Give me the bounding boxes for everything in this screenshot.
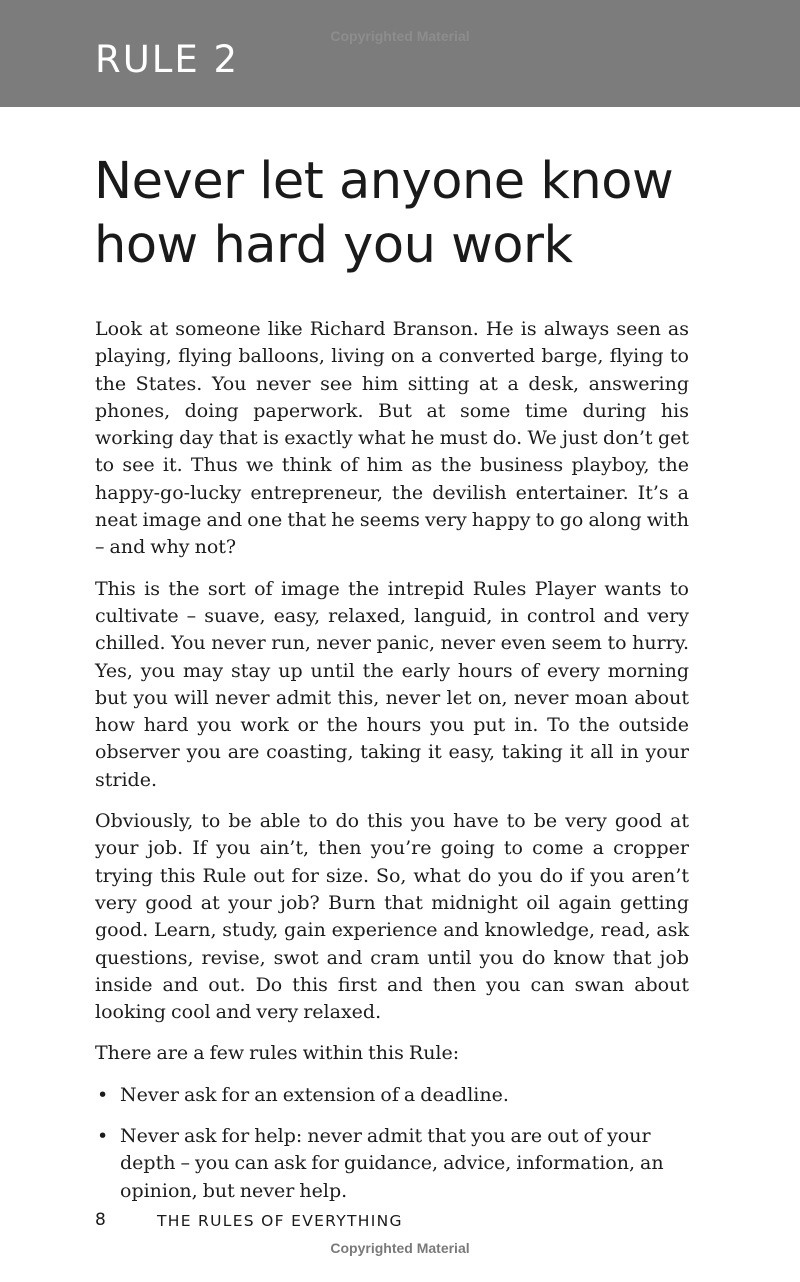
paragraph-1: Look at someone like Richard Branson. He is always seen as playing, flying balloons, living on a converted barge, flying to the States. You never see him sitting at a desk, answering phones, doing paperwork. But at some time during his working day that is exactly what he must do. We just don’t get to see it. Thus we think of him as the business playboy, the happy-go-lucky entrepreneur, the devilish entertainer. It’s a neat image and one that he seems very happy to go along with – and why not? bbox=[95, 318, 689, 559]
body-text bbox=[95, 316, 689, 1219]
paragraph-4: There are a few rules within this Rule: bbox=[95, 1042, 460, 1065]
chapter-title-line-2: how hard you work bbox=[94, 216, 573, 275]
bullet-marker: • bbox=[97, 1125, 109, 1148]
bullet-item-1 bbox=[95, 1082, 689, 1109]
running-head: THE RULES OF EVERYTHING bbox=[157, 1212, 403, 1230]
bullet-item-text: Never ask for an extension of a deadline. bbox=[120, 1083, 509, 1106]
rules-bullet-list bbox=[95, 1082, 689, 1205]
bullet-marker: • bbox=[97, 1083, 109, 1106]
copyright-watermark-bottom: Copyrighted Material bbox=[330, 1240, 470, 1256]
copyright-watermark-top: Copyrighted Material bbox=[330, 28, 470, 44]
bullet-item-2 bbox=[95, 1123, 689, 1205]
rule-number-label: RULE 2 bbox=[95, 38, 240, 81]
chapter-title-line-1: Never let anyone know bbox=[94, 152, 674, 211]
page-number: 8 bbox=[95, 1210, 106, 1230]
chapter-title bbox=[94, 150, 734, 278]
bullet-item-text: Never ask for help: never admit that you are out of your depth – you can ask for guidance, advice, information, an opinion, but never help. bbox=[120, 1125, 664, 1202]
paragraph-2: This is the sort of image the intrepid Rules Player wants to cultivate – suave, easy, relaxed, languid, in control and very chilled. You never run, never panic, never even seem to hurry. Yes, you may stay up until the early hours of every morning but you will never admit this, never let on, never moan about how hard you work or the hours you put in. To the outside observer you are coasting, taking it easy, taking it all in your stride. bbox=[95, 577, 689, 791]
paragraph-3: Obviously, to be able to do this you have to be very good at your job. If you ain’t, then you’re going to come a cropper trying this Rule out for size. So, what do you do if you aren’t very good at your job? Burn that midnight oil again getting good. Learn, study, gain experience and knowledge, read, ask questions, revise, swot and cram until you do know that job inside and out. Do this first and then you can swan about looking cool and very relaxed. bbox=[95, 810, 689, 1024]
rule-header-banner bbox=[0, 0, 800, 107]
